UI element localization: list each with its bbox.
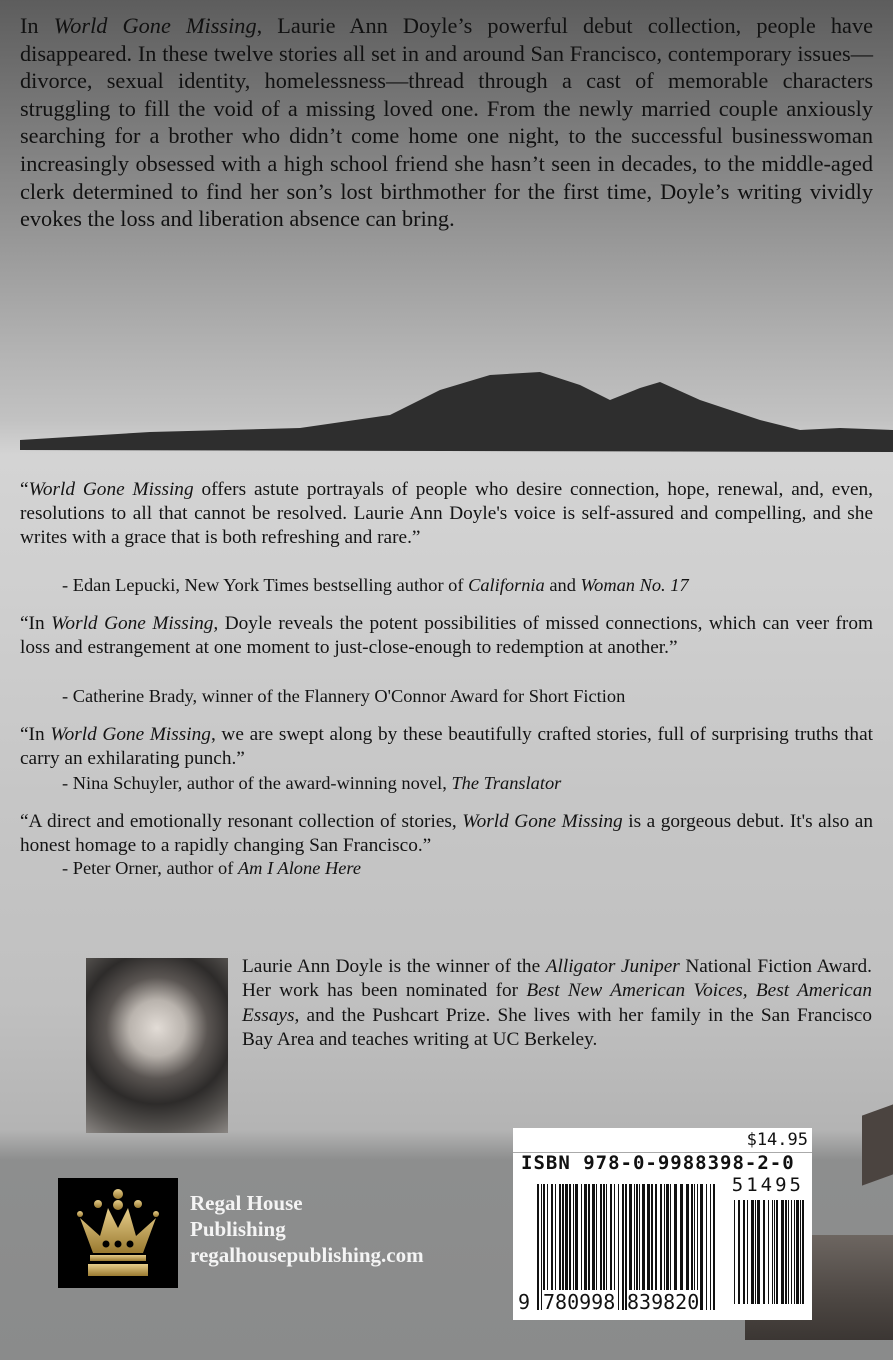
barcode-bar xyxy=(537,1184,539,1310)
barcode-digits-right: 839820 xyxy=(627,1290,700,1314)
barcode-bar xyxy=(706,1184,707,1310)
blurb-quote-3 xyxy=(20,723,873,771)
text-segment: “In xyxy=(20,613,52,634)
italic-title: World Gone Missing xyxy=(462,811,623,832)
author-bio xyxy=(242,955,872,1053)
barcode-bar xyxy=(618,1184,619,1310)
barcode-bar xyxy=(781,1200,784,1304)
barcode-bar xyxy=(738,1200,740,1304)
barcode-bar xyxy=(734,1200,735,1304)
text-segment: “ xyxy=(20,479,29,500)
text-segment: - Peter Orner, author of xyxy=(62,858,238,878)
publisher-logo xyxy=(58,1178,178,1288)
description-paragraph xyxy=(20,12,873,233)
barcode-bar xyxy=(802,1200,804,1304)
text-segment: - Catherine Brady, winner of the Flannery O'Connor Award for Short Fiction xyxy=(62,686,626,706)
italic-title: World Gone Missing xyxy=(28,479,194,500)
driftwood-image xyxy=(862,1104,893,1185)
isbn-text: ISBN 978-0-9988398-2-0 xyxy=(521,1152,795,1174)
barcode-bar xyxy=(700,1184,703,1310)
barcode-bar xyxy=(772,1200,773,1304)
text-segment: In xyxy=(20,13,54,38)
barcode-bar xyxy=(788,1200,789,1304)
barcode-bar xyxy=(541,1184,542,1310)
barcode-bar xyxy=(755,1200,756,1304)
text-segment: offers astute portrayals of people who desire connection, hope, renewal, and, even, resolutions to all that cannot be resolved. Laurie Ann Doyle's voice is self-assured and compelling, and she writes with a grace that is both refreshing and rare.” xyxy=(20,479,873,548)
barcode-bar xyxy=(751,1200,754,1304)
italic-title: Am I Alone Here xyxy=(237,858,362,878)
barcode-bar xyxy=(796,1200,799,1304)
barcode-bar xyxy=(763,1200,765,1304)
text-segment: , Laurie Ann Doyle’s powerful debut collection, people have disappeared. In these twelve stories all set in and around San Francisco, contemporary issues—divorce, sexual identity, homelessness—thread through a cast of memorable characters struggling to fill the void of a missing loved one. From the newly married couple anxiously searching for a brother who didn’t come home one night, to the successful businesswoman increasingly obsessed with a high school friend she hasn’t seen in decades, to the middle-aged clerk determined to find her son’s lost birthmother for the first time, Doyle’s writing vividly evokes the loss and liberation absence can bring. xyxy=(20,13,873,232)
barcode-bar xyxy=(757,1200,760,1304)
barcode-bar xyxy=(791,1200,792,1304)
addon-digits: 51495 xyxy=(731,1174,804,1196)
barcode-bar xyxy=(774,1200,775,1304)
barcode-bar xyxy=(776,1200,778,1304)
text-segment: Laurie Ann Doyle is the winner of the xyxy=(242,956,546,977)
blurb-attribution-2 xyxy=(62,684,625,708)
italic-title: World Gone Missing xyxy=(53,13,257,38)
text-segment: and xyxy=(544,575,581,595)
barcode-bar xyxy=(800,1200,801,1304)
blurb-quote-4 xyxy=(20,810,873,858)
blurb-quote-1 xyxy=(20,478,873,550)
text-segment: “A direct and emotionally resonant collection of stories, xyxy=(20,811,463,832)
barcode-digit-lead: 9 xyxy=(518,1290,531,1314)
blurb-attribution-3 xyxy=(62,771,561,795)
isbn-barcode xyxy=(513,1128,812,1320)
blurb-attribution-1 xyxy=(62,573,689,597)
italic-title: Alligator Juniper xyxy=(545,956,680,977)
text-segment: - Nina Schuyler, author of the award-winning novel, xyxy=(62,773,452,793)
italic-title: The Translator xyxy=(451,773,562,793)
publisher-info xyxy=(190,1190,424,1268)
text-segment: “In xyxy=(20,724,51,745)
price-label: $14.95 xyxy=(746,1130,808,1150)
blurb-attribution-4 xyxy=(62,856,361,880)
text-segment: , we are swept along by these beautifully crafted stories, full of surprising truths that carry an exhilarating punch.” xyxy=(20,724,873,769)
text-segment: National Fiction Award. Her work has been nominated for xyxy=(242,956,872,1002)
blurb-quote-2 xyxy=(20,612,873,660)
barcode-bar xyxy=(622,1184,624,1310)
barcode-bar xyxy=(713,1184,715,1310)
text-segment: - Edan Lepucki, New York Times bestselling author of xyxy=(62,575,469,595)
barcode-bar xyxy=(747,1200,748,1304)
barcode-bar xyxy=(768,1200,769,1304)
barcode-bar xyxy=(785,1200,787,1304)
text-segment: is a gorgeous debut. It's also an honest homage to a rapidly changing San Francisco.” xyxy=(20,811,873,856)
text-segment: Doyle reveals the potent possibilities of missed connections, which can veer from loss and estrangement at one moment to just-close-enough to redemption at another.” xyxy=(20,613,873,658)
publisher-url: regalhousepublishing.com xyxy=(190,1243,424,1267)
mountain-silhouette xyxy=(0,360,893,460)
author-photo xyxy=(86,958,228,1133)
italic-title: Best New American Voices, Best American Essays xyxy=(242,980,872,1026)
barcode-digits-left: 780998 xyxy=(543,1290,616,1314)
italic-title: World Gone Missing xyxy=(50,724,211,745)
barcode-bar xyxy=(743,1200,745,1304)
italic-title: Woman No. 17 xyxy=(580,575,689,595)
barcode-bar xyxy=(794,1200,795,1304)
text-segment: , and the Pushcart Prize. She lives with her family in the San Francisco Bay Area and teaches writing at UC Berkeley. xyxy=(242,1004,872,1051)
barcode-bar xyxy=(710,1184,711,1310)
italic-title: California xyxy=(468,575,545,595)
crown-icon xyxy=(58,1178,178,1288)
publisher-name-line1: Regal House xyxy=(190,1191,303,1215)
publisher-name-line2: Publishing xyxy=(190,1217,286,1241)
italic-title: World Gone Missing, xyxy=(51,613,219,634)
